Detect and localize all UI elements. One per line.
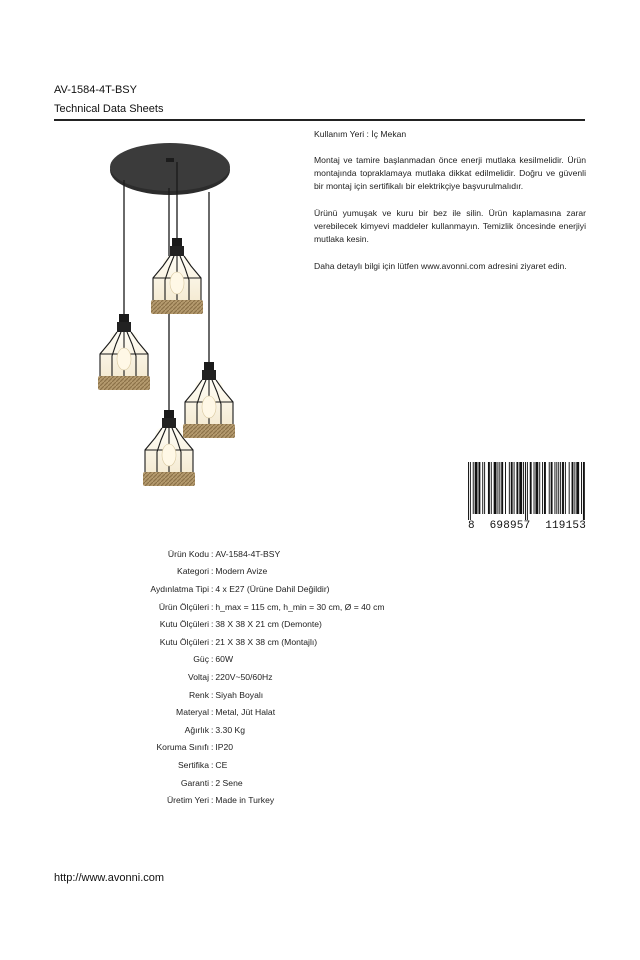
barcode-bar xyxy=(509,462,510,514)
barcode-bar xyxy=(534,462,535,514)
spec-label: Garanti xyxy=(180,777,209,788)
spec-value: 2 Sene xyxy=(215,777,243,788)
usage-info xyxy=(314,128,586,287)
barcode-bar xyxy=(527,462,528,520)
spec-value: Metal, Jüt Halat xyxy=(215,707,276,718)
spec-label: Koruma Sınıfı xyxy=(156,742,209,753)
barcode-bar xyxy=(542,462,543,514)
more-info-note: Daha detaylı bilgi için lütfen www.avonni.com adresini ziyaret edin. xyxy=(314,261,567,271)
barcode-bar xyxy=(562,462,564,514)
spec-label: Sertifika xyxy=(177,759,209,770)
barcode-bar xyxy=(572,462,574,514)
spec-value: IP20 xyxy=(215,742,234,753)
spec-row: Koruma Sınıfı : IP20 xyxy=(60,739,460,757)
spec-row: Kutu Ölçüleri : 38 X 38 X 21 cm (Demonte) xyxy=(60,615,460,633)
barcode-bar xyxy=(583,462,585,520)
barcode-bar xyxy=(475,462,478,514)
ceiling-canopy xyxy=(110,143,230,195)
barcode-bar xyxy=(535,462,538,514)
spec-row: Kutu Ölçüleri : 21 X 38 X 38 cm (Montajlı) xyxy=(60,633,460,651)
barcode-bar xyxy=(551,462,553,514)
spec-row: Ürün Kodu : AV-1584-4T-BSY xyxy=(60,545,460,563)
barcode-bar xyxy=(468,462,469,520)
barcode-bar xyxy=(539,462,540,514)
spec-value: 3.30 Kg xyxy=(215,724,246,735)
product-code-title: AV-1584-4T-BSY xyxy=(54,84,137,96)
pendant-lamp-right xyxy=(183,362,235,438)
spec-row: Renk : Siyah Boyalı xyxy=(60,686,460,704)
header-divider xyxy=(54,119,585,121)
barcode-bar xyxy=(544,462,546,514)
website-link[interactable]: http://www.avonni.com xyxy=(54,872,165,884)
spec-label: Ürün Ölçüleri xyxy=(158,601,209,612)
spec-value: AV-1584-4T-BSY xyxy=(215,548,281,559)
barcode-bar xyxy=(470,462,471,520)
spec-row: Ağırlık : 3.30 Kg xyxy=(60,721,460,739)
spec-value: Made in Turkey xyxy=(215,795,275,806)
document-subtitle: Technical Data Sheets xyxy=(54,103,164,115)
pendant-lamp-top xyxy=(151,238,203,314)
spec-label: Kutu Ölçüleri xyxy=(159,636,209,647)
barcode-bar xyxy=(576,462,579,514)
spec-row: Garanti : 2 Sene xyxy=(60,774,460,792)
barcode-digit-group: 698957 xyxy=(489,520,531,532)
spec-row: Materyal : Metal, Jüt Halat xyxy=(60,703,460,721)
spec-row: Voltaj : 220V~50/60Hz xyxy=(60,668,460,686)
barcode-bar xyxy=(494,462,497,514)
barcode-bar xyxy=(484,462,485,514)
spec-row: Sertifika : CE xyxy=(60,756,460,774)
cleaning-note: Ürünü yumuşak ve kuru bir bez ile silin. Ürün kaplamasına zarar verebilecek kimyevi maddeler kullanmayın. Temizlik öncesinde enerjiyi mutlaka kesin. xyxy=(314,208,586,244)
barcode-bar xyxy=(499,462,500,514)
barcode-bar xyxy=(482,462,483,514)
barcode-digit-group: 8 xyxy=(468,520,475,532)
spec-value: CE xyxy=(215,759,228,770)
installation-note: Montaj ve tamire başlanmadan önce enerji mutlaka kesilmelidir. Ürün montajında topraklamaya mutlaka dikkat edilmelidir. Doğru ve güvenli bir montaj için sertifikalı bir elektrikçiye başvurulmalıdır. xyxy=(314,155,586,191)
barcode-bar xyxy=(478,462,480,514)
spec-label: Voltaj xyxy=(187,671,209,682)
spec-value: 220V~50/60Hz xyxy=(215,671,273,682)
barcode-bar xyxy=(574,462,575,514)
spec-row: Kategori : Modern Avize xyxy=(60,563,460,581)
barcode-bar xyxy=(525,462,526,520)
spec-label: Aydınlatma Tipi xyxy=(150,583,209,594)
product-image xyxy=(90,140,255,500)
barcode-bar xyxy=(558,462,559,514)
spec-row: Güç : 60W xyxy=(60,651,460,669)
barcode-digits xyxy=(468,520,586,532)
barcode-bar xyxy=(569,462,570,514)
spec-value: 60W xyxy=(215,654,234,665)
spec-row: Üretim Yeri : Made in Turkey xyxy=(60,791,460,809)
barcode-bar xyxy=(491,462,492,514)
pendant-lamp-left xyxy=(98,314,150,390)
spec-value: 38 X 38 X 21 cm (Demonte) xyxy=(215,619,322,630)
spec-row: Aydınlatma Tipi : 4 x E27 (Ürüne Dahil Değildir) xyxy=(60,580,460,598)
spec-value: 4 x E27 (Ürüne Dahil Değildir) xyxy=(215,583,330,594)
barcode-bar xyxy=(511,462,513,514)
barcode-bar xyxy=(530,462,532,514)
spec-label: Materyal xyxy=(176,707,209,718)
spec-label: Kutu Ölçüleri xyxy=(159,619,209,630)
usage-location: Kullanım Yeri : İç Mekan xyxy=(314,129,407,139)
barcode-bar xyxy=(488,462,490,514)
barcode-bar xyxy=(565,462,566,514)
spec-table xyxy=(60,545,460,809)
spec-label: Kategori xyxy=(176,566,209,577)
spec-label: Ağırlık xyxy=(184,724,209,735)
barcode xyxy=(468,462,586,520)
barcode-digit-group: 119153 xyxy=(545,520,586,532)
spec-value: Modern Avize xyxy=(215,566,268,577)
barcode-bar xyxy=(505,462,506,514)
barcode-bar xyxy=(560,462,561,514)
spec-label: Üretim Yeri xyxy=(166,795,209,806)
barcode-bar xyxy=(516,462,518,514)
spec-value: 21 X 38 X 38 cm (Montajlı) xyxy=(215,636,318,647)
barcode-bar xyxy=(514,462,515,514)
spec-value: h_max = 115 cm, h_min = 30 cm, Ø = 40 cm xyxy=(215,601,385,612)
spec-label: Ürün Kodu xyxy=(167,548,209,559)
barcode-bar xyxy=(519,462,522,514)
spec-label: Güç xyxy=(193,654,209,665)
spec-label: Renk xyxy=(188,689,209,700)
barcode-bar xyxy=(554,462,555,514)
spec-value: Siyah Boyalı xyxy=(215,689,264,700)
spec-row: Ürün Ölçüleri : h_max = 115 cm, h_min = 30 cm, Ø = 40 cm xyxy=(60,598,460,616)
barcode-bar xyxy=(549,462,550,514)
barcode-bar xyxy=(497,462,498,514)
barcode-bar xyxy=(473,462,474,514)
barcode-bar xyxy=(523,462,524,514)
barcode-bar xyxy=(556,462,557,514)
barcode-bar xyxy=(581,462,582,514)
barcode-bar xyxy=(501,462,503,514)
